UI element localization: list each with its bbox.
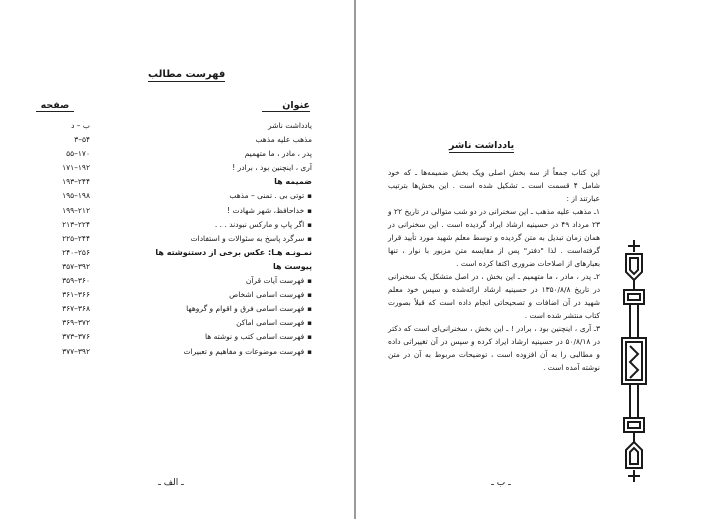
note-title: یادداشت ناشر xyxy=(449,140,515,151)
toc-row xyxy=(30,246,312,260)
toc-row xyxy=(30,218,312,232)
toc-subentry-title: ▪ اگر پاپ و مارکس نبودند . . . xyxy=(215,218,312,232)
toc-subentry-title: ▪ خداحافظ، شهر شهادت ! xyxy=(227,204,312,218)
toc-subentry-title: ▪ فهرست آیات قرآن xyxy=(246,274,312,288)
toc-entry-pages: ۳۷۶–۳۷۳ xyxy=(62,332,90,342)
toc-page xyxy=(0,0,354,519)
note-paragraph: ۲ـ پدر ، مادر ، ما متهمیم ـ این بخش ، در اصل متشکل یک سخنرانی در تاریخ ۱۳۵۰/۸/۸ در حسینیه ارشاد ارائه‌شده و سپس خود معلم شهید در آن اضافات و تصحیحاتی انجام داده است که قبلاً بصورت کتاب منتشر شده است . xyxy=(388,272,600,320)
toc-entry-pages: ۳۶۶–۳۶۱ xyxy=(62,290,90,300)
publisher-note-page xyxy=(356,0,709,519)
toc-row xyxy=(30,161,312,175)
toc-row xyxy=(30,175,312,189)
toc-subentry-title: ▪ توتی بی . تمنی – مذهب xyxy=(229,189,312,203)
toc-row xyxy=(30,316,312,330)
toc-section-title: پیوست ها xyxy=(273,261,312,271)
toc-row xyxy=(30,330,312,344)
toc-entry-title: مذهب علیه مذهب xyxy=(255,135,312,145)
toc-entry-pages: ۲۵۶–۲۴۰ xyxy=(62,247,90,257)
note-paragraph: این کتاب جمعاً از سه بخش اصلی ویک بخش ضمیمه‌ها ـ که خود شامل ۴ قسمت است ـ تشکیل شده است . این بخش‌ها بترتیب عبارتند از : xyxy=(388,168,600,203)
toc-subentry-title: ▪ فهرست موضوعات و مفاهیم و تعبیرات xyxy=(183,345,312,359)
toc-subentry-title: ▪ فهرست اسامی فرق و اقوام و گروهها xyxy=(186,302,312,316)
toc-row xyxy=(30,345,312,359)
toc-entry-pages: ۳۷۲–۳۶۹ xyxy=(62,318,90,328)
toc-entry-pages: ۲۴۴–۱۹۳ xyxy=(62,177,90,187)
toc-column-title-header: عنوان xyxy=(262,100,310,112)
page-number-left: ـ الف ـ xyxy=(158,478,184,488)
toc-entry-pages: ۱۷۰–۵۵ xyxy=(66,149,90,159)
toc-row xyxy=(30,232,312,246)
toc-entry-pages: ۳۹۲–۳۷۷ xyxy=(62,346,90,356)
toc-entry-pages: ۳۹۲–۳۵۷ xyxy=(62,261,90,271)
toc-row xyxy=(30,288,312,302)
toc-subentry-title: ▪ فهرست اسامی کتب و نوشته ها xyxy=(205,330,312,344)
toc-entry-title: یادداشت ناشر xyxy=(268,121,312,130)
toc-entry-pages: ۲۱۲–۱۹۹ xyxy=(62,205,90,215)
toc-row xyxy=(30,260,312,274)
toc-list xyxy=(30,119,312,359)
toc-subentry-title: ▪ سرگرد پاسخ به سئوالات و استفادات xyxy=(191,232,312,246)
toc-subentry-title: ▪ فهرست اسامی اشخاص xyxy=(229,288,312,302)
toc-heading: فهرست مطالب xyxy=(148,69,226,80)
toc-row xyxy=(30,302,312,316)
toc-row xyxy=(30,147,312,161)
note-paragraph: ۳ـ آری ، اینچنین بود ، برادر ! ـ این بخش ، سخنرانی‌ای است که دکتر در ۵۰/۸/۱۸ در حسینیه ارشاد ایراد کرده و سپس در آن تغییراتی داده و مطالبی را به آن افزوده است ، توضیحات مربوط به آن در متن نوشته آمده است . xyxy=(388,324,600,372)
note-paragraph: ۱ـ مذهب علیه مذهب ـ این سخنرانی در دو شب متوالی در تاریخ ۲۲ و ۲۳ مرداد ۴۹ در حسینیه ارشاد ایراد گردیده است . این سخنرانی در همان زمان تبدیل به متن گردیده و توسط معلم شهید مورد تأیید قرار گرفته‌است . لذا "دفتر" پس از مقایسه متن مزبور با نوار ، تنها بعبارهای از اصلاحات ضروری اکتفا کرده است . xyxy=(388,207,600,268)
toc-row xyxy=(30,119,312,133)
toc-entry-pages: ۱۹۸–۱۹۵ xyxy=(62,191,90,201)
toc-entry-pages: ۵۴–۳ xyxy=(74,135,90,145)
toc-entry-pages: ۱۹۲–۱۷۱ xyxy=(62,163,90,173)
toc-section-title: ضمیمه ها xyxy=(274,177,312,187)
toc-column-page-header: صفحه xyxy=(36,100,74,112)
page-number-right: ـ ب ـ xyxy=(491,478,511,488)
toc-row xyxy=(30,133,312,147)
toc-entry-pages: ۲۲۴–۲۱۳ xyxy=(62,219,90,229)
toc-entry-title: آری ، اینچنین بود ، برادر ! xyxy=(232,163,312,173)
toc-row xyxy=(30,274,312,288)
toc-subentry-title: ▪ فهرست اسامی اماکن xyxy=(236,316,312,330)
note-body xyxy=(388,166,600,374)
toc-entry-title: پدر ، مادر ، ما متهمیم xyxy=(244,149,312,159)
toc-entry-pages: ب – د xyxy=(71,121,90,130)
toc-entry-pages: ۲۴۴–۲۲۵ xyxy=(62,233,90,243)
decorative-ornament-icon xyxy=(614,238,654,484)
toc-section-title: نمـونـه هـا: عکس برخی از دستنوشته ها xyxy=(155,247,312,257)
toc-row xyxy=(30,189,312,203)
toc-entry-pages: ۳۶۸–۳۶۷ xyxy=(62,304,90,314)
toc-entry-pages: ۳۶۰–۳۵۹ xyxy=(62,276,90,286)
toc-row xyxy=(30,204,312,218)
